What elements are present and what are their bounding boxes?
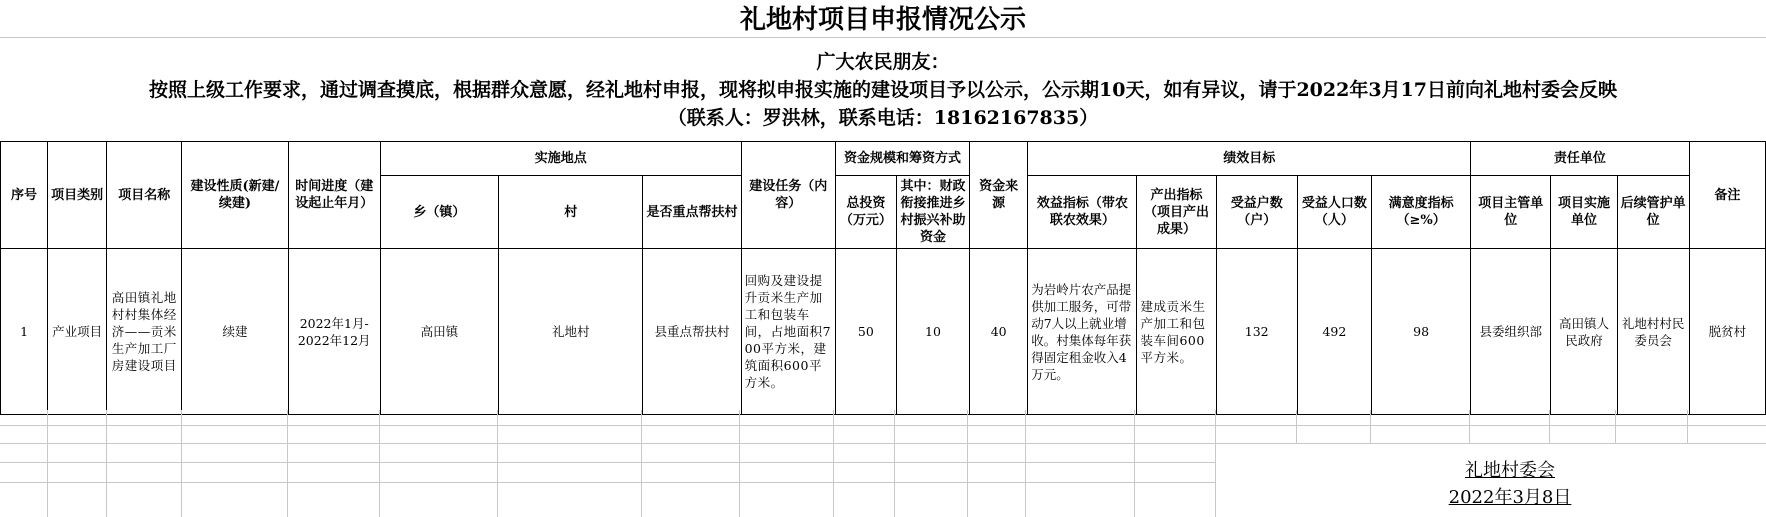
header-performance: 绩效目标 xyxy=(1028,142,1471,176)
grid-line xyxy=(1469,410,1470,443)
cell-output-indicator: 建成贡米生产加工和包装车间600平方米。 xyxy=(1137,249,1216,415)
grid-line xyxy=(894,410,895,517)
header-population: 受益人口数（人） xyxy=(1297,176,1371,249)
header-nature: 建设性质(新建/续建) xyxy=(182,142,288,249)
header-key-village: 是否重点帮扶村 xyxy=(643,176,741,249)
header-impl-unit: 项目实施单位 xyxy=(1551,176,1617,249)
cell-schedule xyxy=(288,249,380,415)
grid-line xyxy=(106,410,107,517)
cell-benefit-indicator: 为岩岭片农产品提供加工服务，可带动7人以上就业增收。村集体每年获得固定租金收入4万元。 xyxy=(1028,249,1137,415)
header-dept: 项目主管单位 xyxy=(1471,176,1551,249)
header-seq: 序号 xyxy=(1,142,48,249)
notice-body: 按照上级工作要求，通过调查摸底，根据群众意愿，经礼地村申报，现将拟申报实施的建设项目予以公示，公示期10天，如有异议，请于2022年3月17日前向礼地村委会反映 xyxy=(149,79,1617,101)
cell-task: 回购及建设提升贡米生产加工和包装车间，占地面积700平方米，建筑面积600平方米。 xyxy=(741,249,835,415)
cell-name: 高田镇礼地村村集体经济——贡米生产加工厂房建设项目 xyxy=(107,249,182,415)
grid-line xyxy=(1215,410,1216,517)
grid-line xyxy=(641,410,642,517)
header-task: 建设任务（内容） xyxy=(741,142,835,249)
header-source: 资金来源 xyxy=(970,142,1028,249)
cell-town: 高田镇 xyxy=(380,249,498,415)
cell-population: 492 xyxy=(1297,249,1371,415)
header-location: 实施地点 xyxy=(380,142,741,176)
grid-line xyxy=(1296,410,1297,443)
cell-schedule-end: 2022年12月 xyxy=(297,332,371,348)
cell-satisfaction: 98 xyxy=(1371,249,1470,415)
grid-line xyxy=(1370,410,1371,443)
header-schedule: 时间进度（建设起止年月） xyxy=(288,142,380,249)
grid-line xyxy=(1134,410,1135,517)
grid-line xyxy=(833,410,834,517)
cell-impl-unit: 高田镇人民政府 xyxy=(1551,249,1617,415)
cell-subsidy: 10 xyxy=(896,249,969,415)
header-output-indicator: 产出指标（项目产出成果） xyxy=(1137,176,1216,249)
grid-line xyxy=(287,410,288,517)
table-row xyxy=(1,249,1766,415)
cell-schedule-start: 2022年1月- xyxy=(299,315,369,331)
cell-category: 产业项目 xyxy=(48,249,107,415)
header-households: 受益户数（户） xyxy=(1216,176,1297,249)
signature-org-text: 礼地村委会 xyxy=(1465,460,1555,481)
grid-line xyxy=(1687,410,1688,443)
cell-key-village: 县重点帮扶村 xyxy=(643,249,741,415)
cell-maintain-unit: 礼地村村民委员会 xyxy=(1617,249,1689,415)
header-name: 项目名称 xyxy=(107,142,182,249)
header-category: 项目类别 xyxy=(48,142,107,249)
grid-line xyxy=(47,410,48,517)
header-maintain-unit: 后续管护单位 xyxy=(1617,176,1689,249)
grid-line xyxy=(1549,410,1550,443)
header-row-1 xyxy=(1,142,1766,176)
cell-village: 礼地村 xyxy=(499,249,643,415)
cell-dept: 县委组织部 xyxy=(1471,249,1551,415)
cell-nature: 续建 xyxy=(182,249,288,415)
grid-line xyxy=(497,410,498,517)
cell-remark: 脱贫村 xyxy=(1689,249,1765,415)
cell-source: 40 xyxy=(970,249,1028,415)
grid-line xyxy=(1615,410,1616,443)
signature-org xyxy=(1380,456,1640,482)
header-responsible: 责任单位 xyxy=(1471,142,1689,176)
grid-line xyxy=(967,410,968,517)
header-village: 村 xyxy=(499,176,643,249)
header-town: 乡（镇） xyxy=(380,176,498,249)
project-table xyxy=(0,141,1766,415)
signature-date-text: 2022年3月8日 xyxy=(1448,487,1572,508)
cell-total-invest: 50 xyxy=(835,249,896,415)
notice-greeting: 广大农民朋友： xyxy=(816,51,950,73)
notice-block xyxy=(0,38,1766,140)
grid-line xyxy=(739,410,740,517)
grid-line xyxy=(1025,410,1026,517)
grid-line xyxy=(0,425,1766,426)
header-total-invest: 总投资（万元） xyxy=(835,176,896,249)
header-funding: 资金规模和筹资方式 xyxy=(835,142,969,176)
cell-seq: 1 xyxy=(1,249,48,415)
header-benefit-indicator: 效益指标（带农联农效果） xyxy=(1028,176,1137,249)
grid-line xyxy=(0,443,1766,444)
grid-line xyxy=(0,462,1215,463)
grid-line xyxy=(379,410,380,517)
signature-date xyxy=(1380,483,1640,509)
grid-line xyxy=(0,482,1215,483)
header-satisfaction: 满意度指标（≥%） xyxy=(1371,176,1470,249)
header-remark: 备注 xyxy=(1689,142,1765,249)
cell-households: 132 xyxy=(1216,249,1297,415)
notice-contact: （联系人：罗洪林，联系电话：18162167835） xyxy=(667,107,1099,129)
header-subsidy: 其中：财政衔接推进乡村振兴补助资金 xyxy=(896,176,969,249)
page-title: 礼地村项目申报情况公示 xyxy=(0,0,1766,38)
grid-line xyxy=(181,410,182,517)
